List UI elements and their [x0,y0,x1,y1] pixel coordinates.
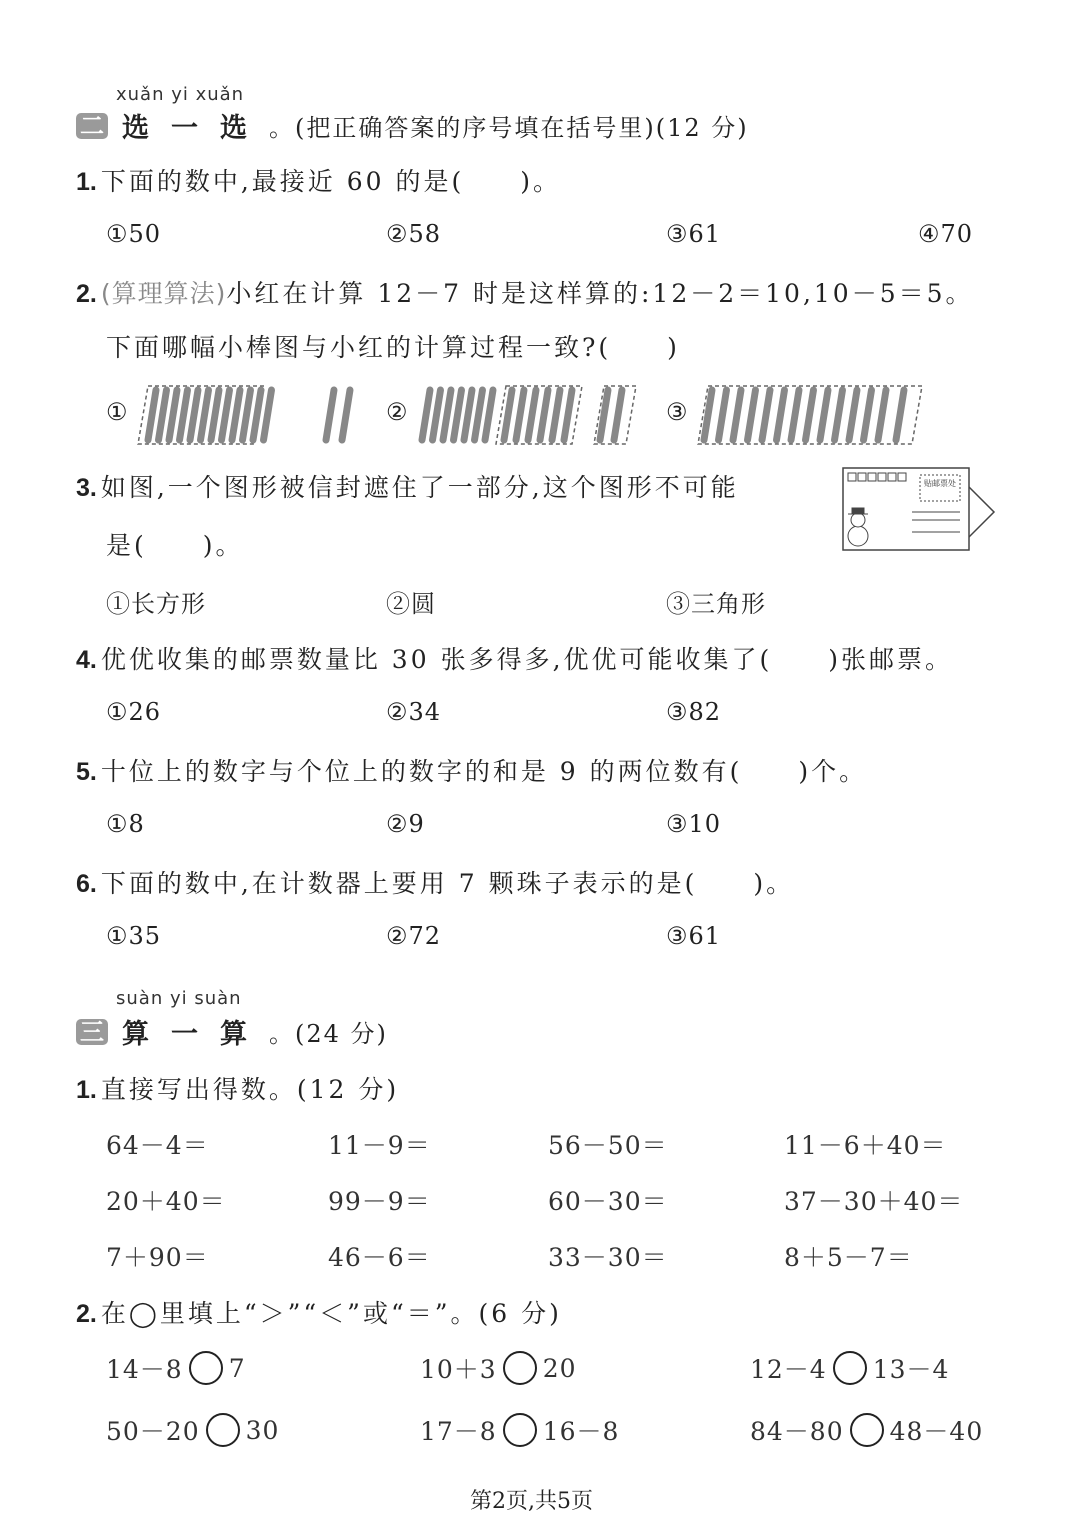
q3-option-3: ③三角形 [666,590,766,618]
stick [878,390,886,440]
answer-circle[interactable] [189,1351,223,1385]
section2-pinyin: xuǎn yi xuǎn [116,84,245,105]
stick [190,390,198,440]
answer-circle[interactable] [503,1413,537,1447]
calc-item: 56－50＝ [548,1131,668,1160]
stick [864,390,872,440]
question-2-text: 小红在计算 12－7 时是这样算的:12－2＝10,10－5＝5。 [226,279,974,308]
calc-question-1: 1. 直接写出得数。(12 分) [76,1075,400,1104]
answer-circle[interactable] [503,1351,537,1385]
q5-option-1: ①8 [106,810,145,838]
q3-option-1: ①长方形 [106,590,206,618]
stick [748,390,756,440]
section3-title: 算一算 [122,1019,269,1050]
stick [516,390,524,440]
stick [454,390,462,440]
calc-item: 11－9＝ [328,1131,431,1160]
q5-option-2: ②9 [386,810,425,838]
stick [849,390,857,440]
q2-option-1-label: ① [106,398,129,426]
stick [433,390,441,440]
section2-note: 。(把正确答案的序号填在括号里)(12 分) [269,114,749,142]
stick [733,390,741,440]
q4-option-3: ③82 [666,698,722,726]
stick [564,390,572,440]
calc-item: 7＋90＝ [106,1243,209,1272]
compare-item: 50－20 30 [106,1412,279,1448]
stick [264,390,272,440]
section2-badge: 二 [76,113,108,139]
question-3: 3. 如图,一个图形被信封遮住了一部分,这个图形不可能 [76,473,739,502]
stick [791,390,799,440]
q2-stick-figure-1 [136,380,372,450]
stick [211,390,219,440]
stick [896,390,904,440]
q1-option-4: ④70 [918,220,974,248]
calc-question-1-text: 直接写出得数。(12 分) [100,1075,400,1104]
calc-item: 33－30＝ [548,1243,668,1272]
stick [719,390,727,440]
q1-option-1: ①50 [106,220,162,248]
calc-item: 8＋5－7＝ [784,1243,913,1272]
question-3-text: 如图,一个图形被信封遮住了一部分,这个图形不可能 [100,473,739,502]
stick [540,390,548,440]
stick [422,390,430,440]
envelope-image [840,464,1000,554]
q6-option-2: ②72 [386,922,442,950]
question-2-tag: (算理算法) [100,279,227,308]
stick [201,390,209,440]
stick [180,390,188,440]
q2-stick-figure-3 [694,380,930,450]
answer-circle[interactable] [833,1351,867,1385]
compare-item: 17－8 16－8 [420,1412,619,1448]
stick [222,390,230,440]
question-5-text: 十位上的数字与个位上的数字的和是 9 的两位数有( )个。 [100,757,868,786]
q2-option-3-label: ③ [666,398,689,426]
section3-header [76,1012,388,1051]
calc-item: 64－4＝ [106,1131,209,1160]
calc-item: 99－9＝ [328,1187,431,1216]
question-1: 1. 下面的数中,最接近 60 的是( )。 [76,167,562,196]
q2-option-2-label: ② [386,398,409,426]
question-2: 2. (算理算法)小红在计算 12－7 时是这样算的:12－2＝10,10－5＝5。 [76,279,974,308]
stick [504,390,512,440]
stick [777,390,785,440]
question-4-text: 优优收集的邮票数量比 30 张多得多,优优可能收集了( )张邮票。 [100,645,954,674]
calc-item: 46－6＝ [328,1243,431,1272]
stick [159,390,167,440]
q6-option-3: ③61 [666,922,722,950]
stick [762,390,770,440]
stick [835,390,843,440]
calc-item: 60－30＝ [548,1187,668,1216]
section2-header [76,106,749,145]
stick [443,390,451,440]
stick [232,390,240,440]
calc-question-2: 2. 在◯里填上“＞”“＜”或“＝”。(6 分) [76,1299,562,1328]
stick [148,390,156,440]
calc-item: 20＋40＝ [106,1187,226,1216]
question-5: 5. 十位上的数字与个位上的数字的和是 9 的两位数有( )个。 [76,757,868,786]
stick [820,390,828,440]
stick [485,390,493,440]
q3-option-2: ②圆 [386,590,436,618]
stick [342,390,350,440]
stick [552,390,560,440]
stick [253,390,261,440]
stick [243,390,251,440]
stick [528,390,536,440]
compare-item: 14－8 7 [106,1350,246,1386]
section3-badge: 三 [76,1019,108,1045]
calc-item: 11－6＋40＝ [784,1131,947,1160]
q2-stick-figure-2 [414,380,644,450]
section2-title: 选一选 [122,113,269,144]
question-2-text-line2: 下面哪幅小棒图与小红的计算过程一致?( ) [106,333,680,362]
compare-item: 84－80 48－40 [750,1412,983,1448]
stick [169,390,177,440]
compare-item: 12－4 13－4 [750,1350,949,1386]
stick [704,390,712,440]
stick [806,390,814,440]
compare-item: 10＋3 20 [420,1350,577,1386]
q4-option-1: ①26 [106,698,162,726]
calc-item: 37－30＋40＝ [784,1187,964,1216]
question-3-text-line2: 是( )。 [106,531,244,560]
calc-question-2-text: 在◯里填上“＞”“＜”或“＝”。(6 分) [100,1299,562,1328]
stick [326,390,334,440]
q5-option-3: ③10 [666,810,722,838]
stick [475,390,483,440]
question-6-text: 下面的数中,在计数器上要用 7 颗珠子表示的是( )。 [100,869,795,898]
stick [614,390,622,440]
q1-option-3: ③61 [666,220,722,248]
section3-note: 。(24 分) [269,1020,388,1048]
q6-option-1: ①35 [106,922,162,950]
question-1-text: 下面的数中,最接近 60 的是( )。 [100,167,562,196]
section3-pinyin: suàn yi suàn [116,988,242,1009]
page-footer: 第2页,共5页 [470,1489,593,1514]
envelope-stamp-text: 贴邮票处 [924,479,956,488]
question-6: 6. 下面的数中,在计数器上要用 7 颗珠子表示的是( )。 [76,869,795,898]
stick [464,390,472,440]
answer-circle[interactable] [206,1413,240,1447]
answer-circle[interactable] [850,1413,884,1447]
question-4: 4. 优优收集的邮票数量比 30 张多得多,优优可能收集了( )张邮票。 [76,645,954,674]
q4-option-2: ②34 [386,698,442,726]
q1-option-2: ②58 [386,220,442,248]
stick [600,390,608,440]
